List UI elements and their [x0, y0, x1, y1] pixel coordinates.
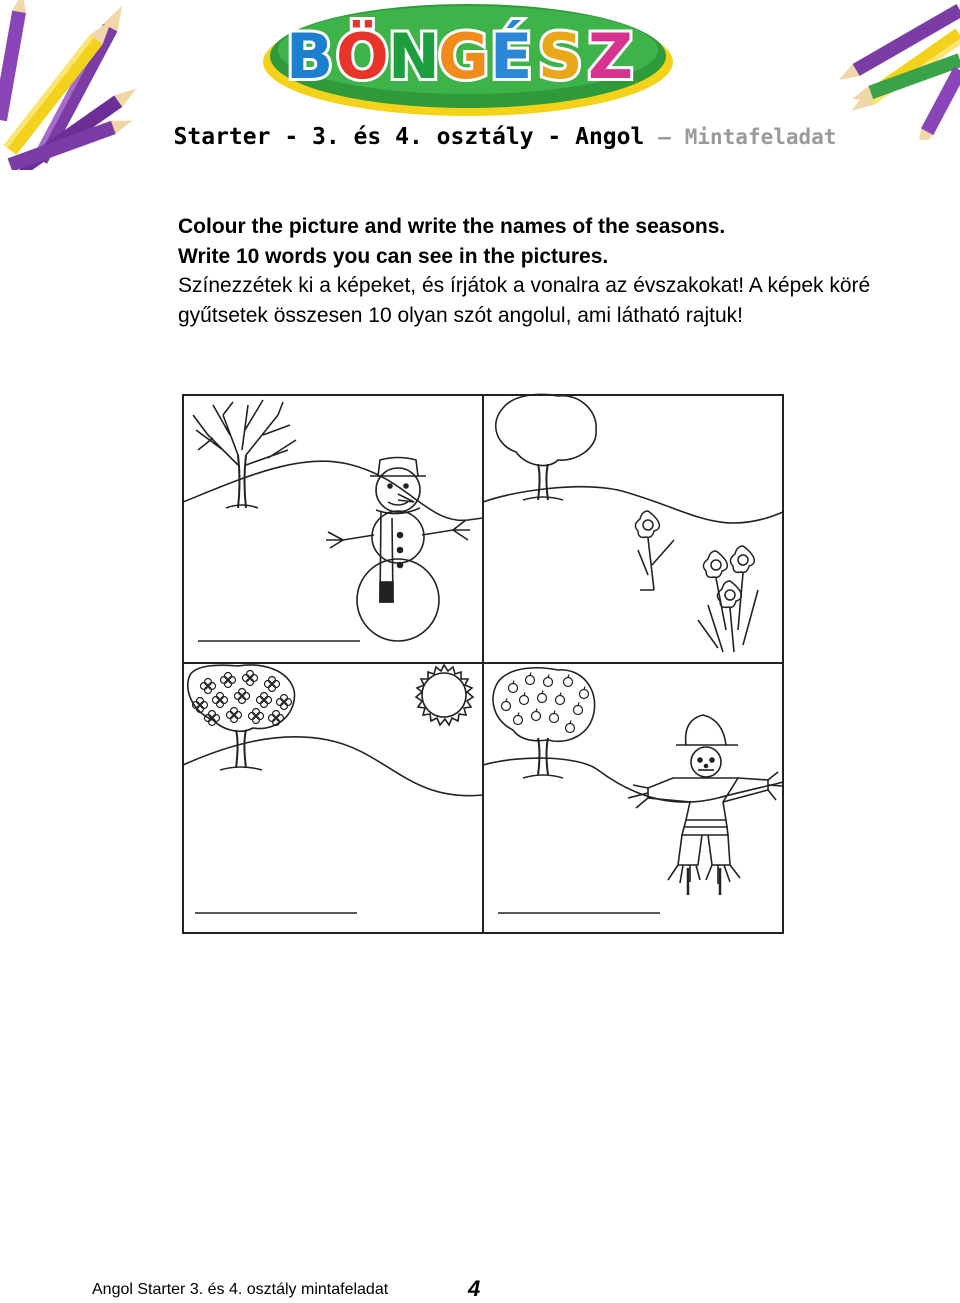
pencils-decoration-right-icon	[835, 0, 960, 140]
header-subtitle: Mintafeladat	[684, 125, 837, 149]
page-header	[0, 124, 960, 150]
logo-letter-n: N	[388, 20, 440, 93]
logo-letter-g: G	[438, 20, 489, 93]
bongesz-logo	[258, 0, 678, 118]
logo-letter-e: É	[490, 20, 533, 93]
logo-letter-s: S	[538, 20, 583, 93]
instruction-en-1: Colour the picture and write the names of the seasons.	[178, 215, 726, 238]
logo-letter-z: Z	[588, 20, 633, 93]
task-instructions	[178, 212, 878, 330]
page-number: 4	[468, 1276, 481, 1301]
four-seasons-picture	[178, 390, 788, 938]
footer-text: Angol Starter 3. és 4. osztály mintafeladat	[92, 1281, 389, 1298]
header-dash: –	[658, 125, 671, 149]
header-title: Starter - 3. és 4. osztály - Angol	[173, 124, 645, 150]
instruction-hu: Színezzétek ki a képeket, és írjátok a vonalra az évszakokat! A képek köré gyűtsetek összesen 10 olyan szót angolul, ami látható rajtuk!	[178, 274, 871, 327]
logo-letter-o: Ö	[336, 20, 389, 93]
instruction-en-2: Write 10 words you can see in the pictures.	[178, 244, 609, 268]
logo-letter-b: B	[286, 20, 334, 93]
